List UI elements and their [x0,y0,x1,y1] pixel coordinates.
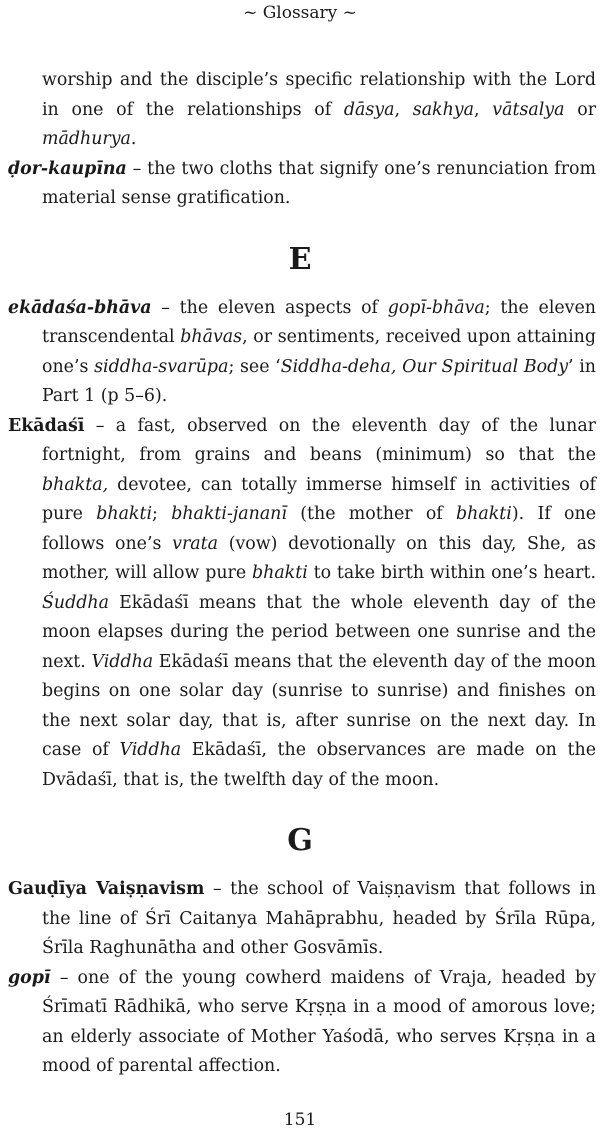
glossary-entry [4,66,596,155]
glossary-entry [4,412,596,796]
definition-text: (vow) devotionally on this day, She, as mother, will allow pure [42,533,596,583]
glossary-term: gopī [8,967,51,988]
definition-text: ; the eleven transcendental [42,297,596,347]
glossary-term: ḍor-kaupīna [8,158,127,179]
italic-term: siddha-svarūpa [94,356,229,377]
italic-term: Siddha-deha, Our Spiritual Body [280,356,569,377]
definition-text: – the two cloths that signify one’s renunciation from material sense gratification. [42,158,596,208]
italic-term: vrata [172,533,218,554]
italic-term: Śuddha [42,592,109,613]
definition-text: or [564,99,597,120]
glossary-entry [4,155,596,214]
italic-term: vātsalya [492,99,565,120]
entries-top [0,66,600,214]
definition-text: (the mother of [286,504,457,524]
glossary-entry [4,294,596,412]
definition-text: – one of the young cowherd maidens of Vraja, headed by Śrīmatī Rādhikā, who serve Kṛṣṇa in a mood of amorous love; an elderly associate of Mother Yaśodā, who serves Kṛṣṇa in a mood of parental affection. [42,967,596,1076]
definition-text: , [474,99,493,120]
glossary-entry [4,964,596,1082]
definition-text: Ekādaśī means that the whole eleventh day of the moon elapses during the period between one sunrise and the next. [42,592,596,672]
italic-term: bhakti [456,504,512,524]
italic-term: mādhurya [42,129,131,149]
italic-term: bhakti [251,563,308,583]
glossary-entry [4,875,596,964]
entries-e [0,294,600,796]
definition-text: – a fast, observed on the eleventh day of the lunar fortnight, from grains and beans (minimum) so that the [42,415,596,465]
definition-text: ; [152,504,172,524]
glossary-term: Gauḍīya Vaiṣṇavism [8,879,205,899]
italic-term: bhakti [96,504,153,524]
page-number: 151 [283,1110,317,1130]
italic-term: gopī-bhāva [387,297,485,318]
definition-text: ’ in Part 1 (p 5–6). [42,356,597,406]
definition-text: – the eleven aspects of [151,297,388,318]
glossary-page-body [0,66,600,1082]
running-header: ~ Glossary ~ [243,3,357,23]
glossary-term: ekādaśa-bhāva [8,297,152,318]
definition-text: devotee, can totally immerse himself in activities of pure [42,474,596,524]
italic-term: bhakta, [42,474,109,495]
definition-text: . [130,129,137,149]
section-heading-g: G [287,823,313,858]
definition-text: ). If one follows one’s [42,504,597,554]
entries-g [0,875,600,1082]
definition-text: , or sentiments, received upon attaining one’s [42,327,596,377]
definition-text: – the school of Vaiṣṇavism that follows in the line of Śrī Caitanya Mahāprabhu, headed by Śrīla Rūpa, Śrīla Raghunātha and other Gosvāmīs. [42,879,596,958]
italic-term: dāsya [343,99,395,120]
italic-term: bhakti-jananī [171,504,287,524]
italic-term: sakhya [412,99,474,120]
definition-text: ; see ‘ [228,356,281,377]
definition-text: to take birth within one’s heart. [307,563,597,583]
definition-text: Ekādaśī means that the eleventh day of the moon begins on one solar day (sunrise to sunrise) and finishes on the next solar day, that is, after sunrise on the next day. In case of [42,651,596,760]
italic-term: bhāvas [180,327,243,347]
definition-text: , [394,99,413,120]
glossary-term: Ekādaśī [8,415,85,436]
definition-text: worship and the disciple’s specific relationship with the Lord in one of the relationships of [42,70,596,120]
section-heading-e: E [288,241,312,277]
italic-term: Viddha [119,740,182,760]
italic-term: Viddha [91,651,154,672]
definition-text: Ekādaśī, the observances are made on the Dvādaśī, that is, the twelfth day of the moon. [42,740,596,790]
